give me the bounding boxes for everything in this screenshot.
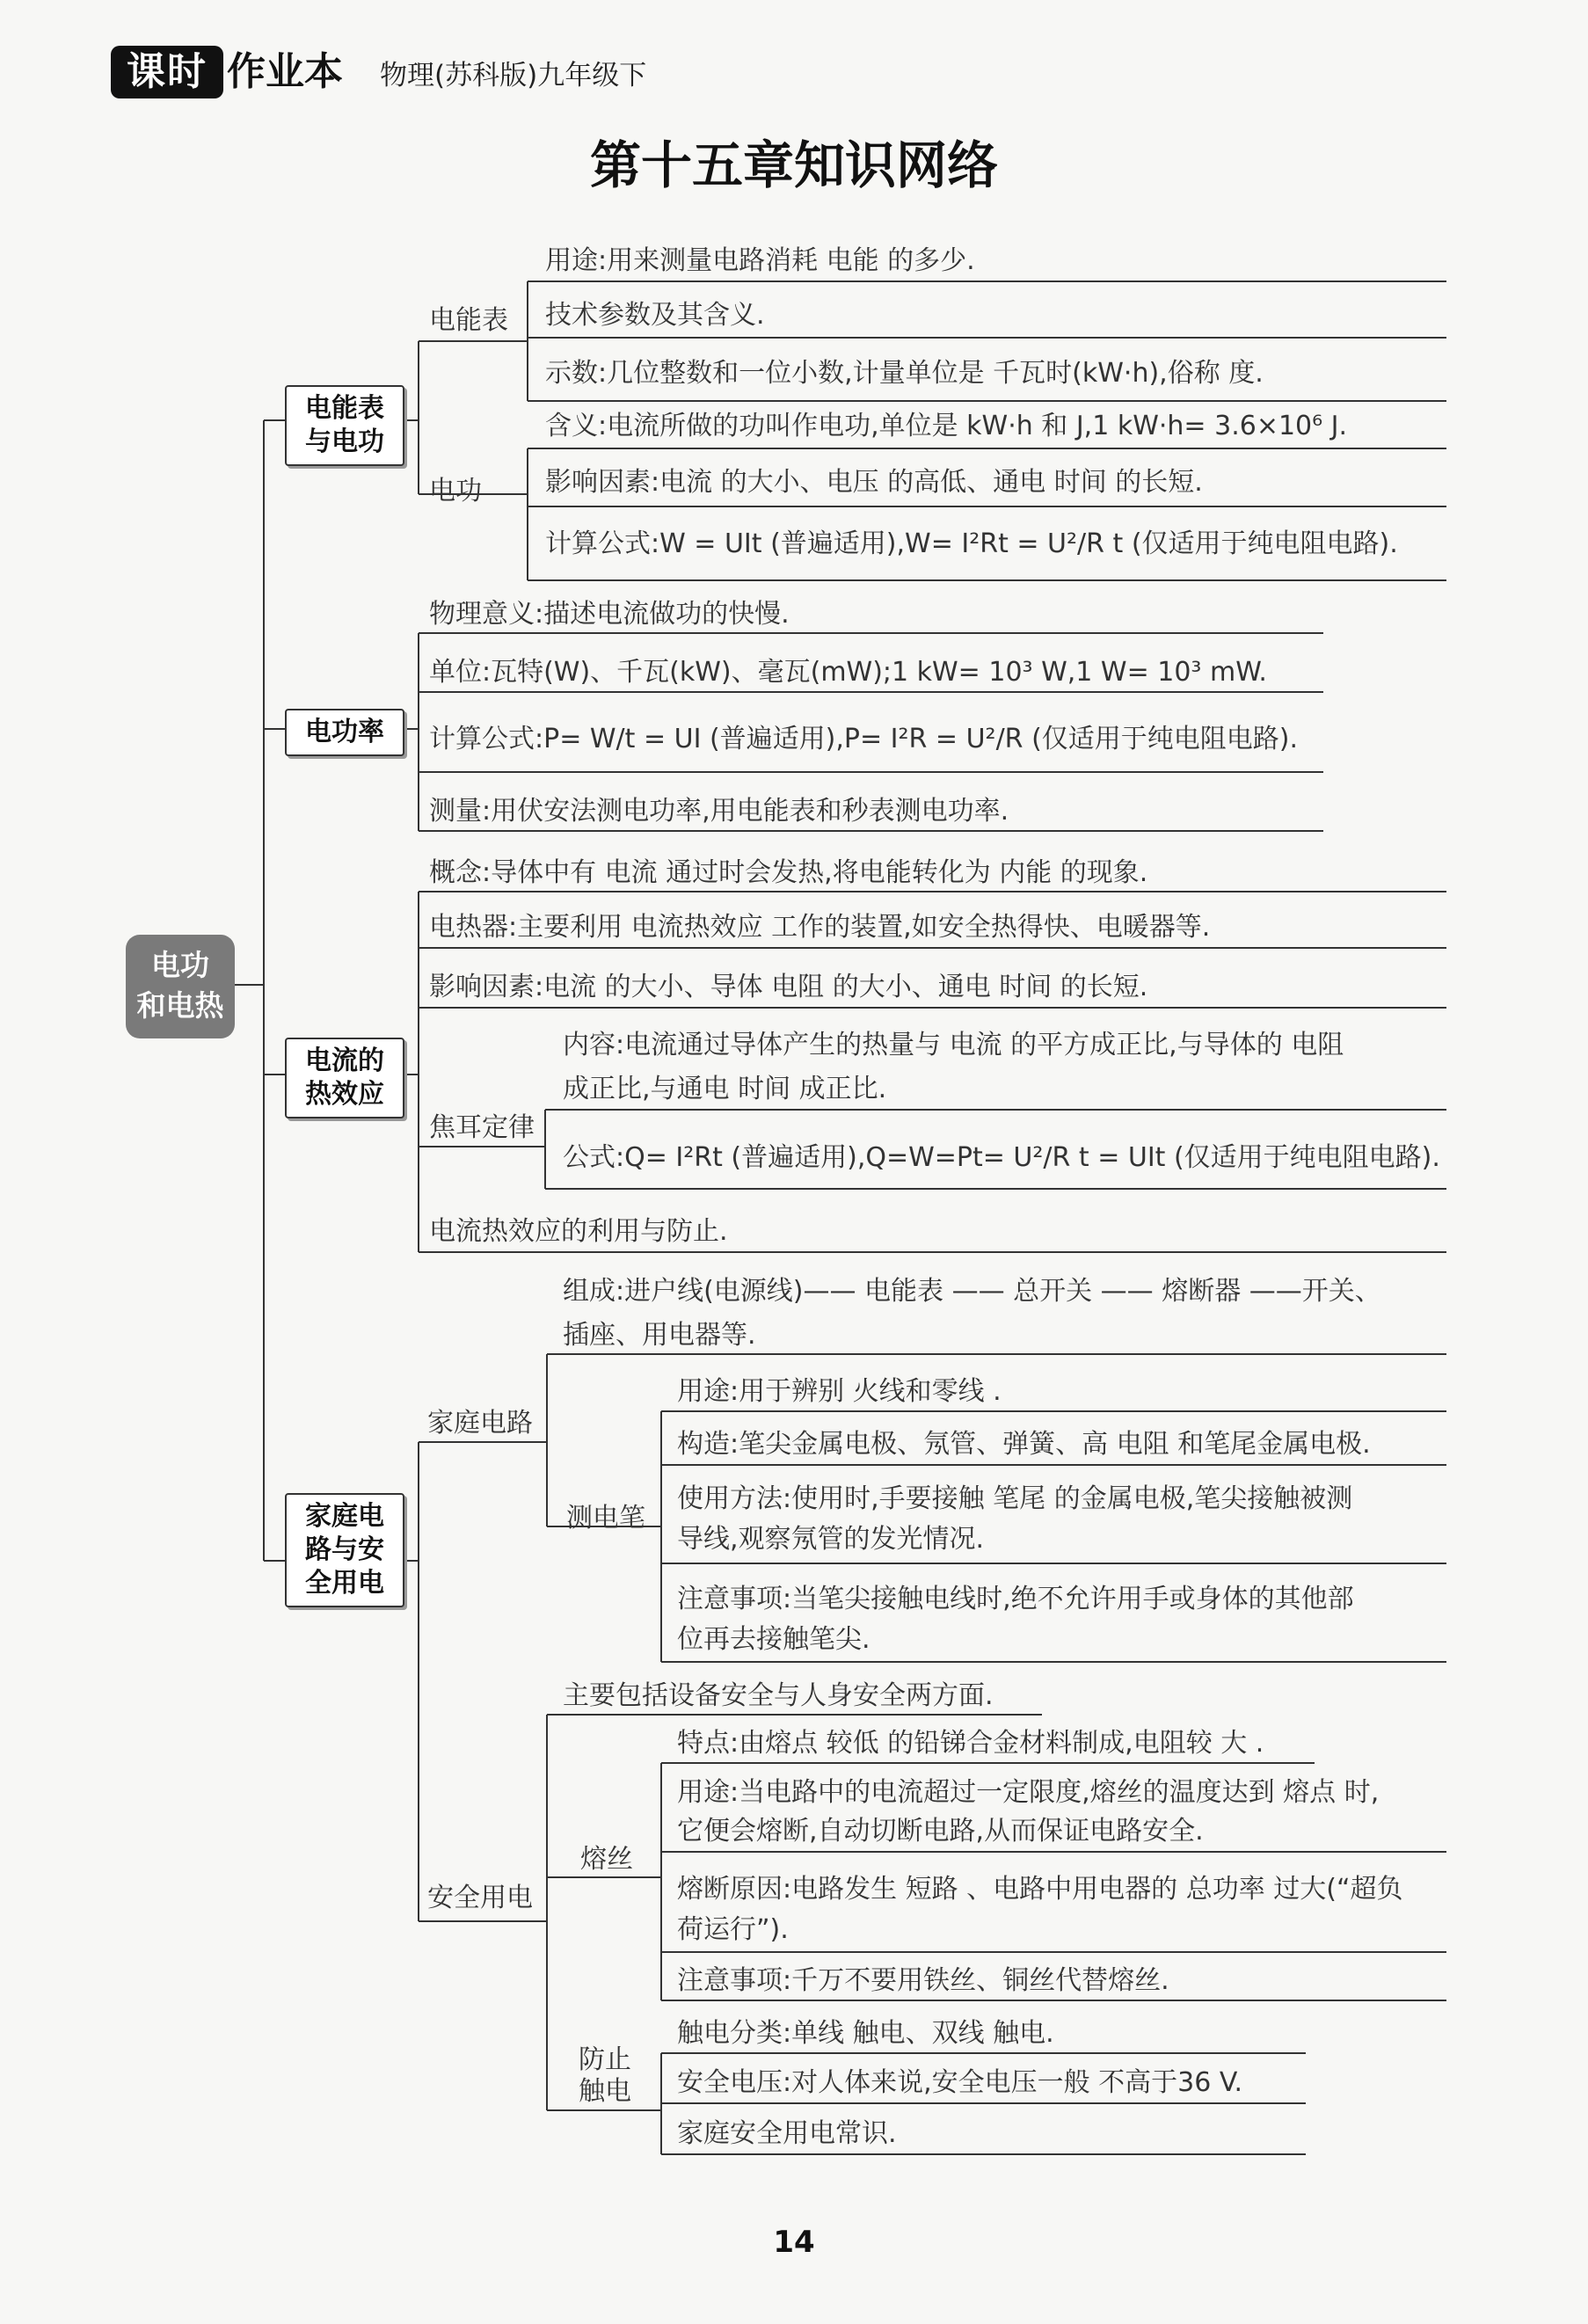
node-fuse: 熔丝 bbox=[580, 1844, 633, 1875]
work-item: 影响因素:电流 的大小、电压 的高低、通电 时间 的长短. bbox=[545, 467, 1203, 498]
fuse-item: 熔断原因:电路发生 短路 、电路中用电器的 总功率 过大(“超负 bbox=[677, 1874, 1403, 1905]
node-meter: 电能表 bbox=[429, 305, 508, 336]
power-item: 单位:瓦特(W)、千瓦(kW)、毫瓦(mW);1 kW= 10³ W,1 W= 10³ mW. bbox=[429, 657, 1267, 688]
fuse-item: 用途:当电路中的电流超过一定限度,熔丝的温度达到 熔点 时, bbox=[677, 1777, 1380, 1808]
branch-power: 电功率 bbox=[285, 709, 404, 756]
node-work: 电功 bbox=[429, 476, 482, 506]
logo: 课时 bbox=[111, 46, 223, 98]
node-prevent-shock: 触电 bbox=[579, 2076, 631, 2107]
branch-label-line: 电能表 bbox=[305, 393, 384, 424]
branch-label-line: 热效应 bbox=[305, 1079, 384, 1110]
shock-item: 家庭安全用电常识. bbox=[677, 2118, 897, 2149]
page-title: 第十五章知识网络 bbox=[589, 135, 998, 195]
home-composition: 组成:进户线(电源线)—— 电能表 —— 总开关 —— 熔断器 ——开关、 bbox=[563, 1276, 1381, 1307]
pen-item: 用途:用于辨别 火线和零线 . bbox=[677, 1376, 1002, 1407]
pen-item: 使用方法:使用时,手要接触 笔尾 的金属电极,笔尖接触被测 bbox=[677, 1483, 1353, 1514]
joule-formula: 公式:Q= I²Rt (普遍适用),Q=W=Pt= U²/R t = UIt (仅适用于纯电阻电路). bbox=[563, 1142, 1440, 1173]
brand-name: 作业本 bbox=[227, 49, 343, 94]
root-node bbox=[126, 935, 235, 1038]
pen-item: 注意事项:当笔尖接触电线时,绝不允许用手或身体的其他部 bbox=[677, 1584, 1354, 1614]
branch-heat-effect bbox=[285, 1038, 404, 1118]
work-item: 含义:电流所做的功叫作电功,单位是 kW·h 和 J,1 kW·h= 3.6×10⁶ J. bbox=[545, 411, 1348, 441]
branch-home-circuit-safety bbox=[285, 1493, 404, 1607]
meter-item: 技术参数及其含义. bbox=[545, 300, 765, 331]
page-number: 14 bbox=[773, 2225, 815, 2260]
joule-content: 成正比,与通电 时间 成正比. bbox=[563, 1074, 887, 1104]
branch-meter-and-work bbox=[285, 385, 404, 466]
pen-item: 构造:笔尖金属电极、氖管、弹簧、高 电阻 和笔尾金属电极. bbox=[677, 1429, 1371, 1460]
branch-label-line: 与电功 bbox=[305, 426, 384, 457]
power-item: 计算公式:P= W/t = UI (普遍适用),P= I²R = U²/R (仅适用于纯电阻电路). bbox=[429, 724, 1299, 754]
work-item: 计算公式:W = UIt (普遍适用),W= I²Rt = U²/R t (仅适用于纯电阻电路). bbox=[545, 528, 1398, 559]
pen-item: 位再去接触笔尖. bbox=[677, 1624, 870, 1655]
branch-label-line: 路与安 bbox=[305, 1534, 384, 1565]
branch-label-line: 家庭电 bbox=[305, 1501, 384, 1532]
power-item: 测量:用伏安法测电功率,用电能表和秒表测电功率. bbox=[429, 796, 1009, 827]
root-line2: 和电热 bbox=[136, 988, 224, 1023]
branch-label-line: 电流的 bbox=[305, 1045, 384, 1076]
heat-item: 电流热效应的利用与防止. bbox=[429, 1216, 728, 1247]
heat-item: 影响因素:电流 的大小、导体 电阻 的大小、通电 时间 的长短. bbox=[429, 972, 1148, 1002]
meter-item: 用途:用来测量电路消耗 电能 的多少. bbox=[545, 245, 975, 276]
shock-item: 安全电压:对人体来说,安全电压一般 不高于36 V. bbox=[677, 2067, 1243, 2098]
fuse-item: 特点:由熔点 较低 的铅锑合金材料制成,电阻较 大 . bbox=[677, 1728, 1264, 1759]
node-prevent-shock: 防止 bbox=[579, 2044, 631, 2075]
fuse-item: 注意事项:千万不要用铁丝、铜丝代替熔丝. bbox=[677, 1965, 1169, 1996]
root-line1: 电功 bbox=[151, 948, 209, 982]
pen-item: 导线,观察氖管的发光情况. bbox=[677, 1524, 985, 1555]
branch-label-line: 全用电 bbox=[305, 1568, 384, 1599]
heat-item: 电热器:主要利用 电流热效应 工作的装置,如安全热得快、电暖器等. bbox=[429, 912, 1211, 943]
node-test-pen: 测电笔 bbox=[566, 1503, 645, 1534]
joule-content: 内容:电流通过导体产生的热量与 电流 的平方成正比,与导体的 电阻 bbox=[563, 1030, 1344, 1060]
safety-intro: 主要包括设备安全与人身安全两方面. bbox=[563, 1680, 994, 1711]
subject-label: 物理(苏科版)九年级下 bbox=[380, 60, 647, 91]
home-composition: 插座、用电器等. bbox=[563, 1320, 756, 1351]
fuse-item: 荷运行”). bbox=[677, 1914, 789, 1945]
fuse-item: 它便会熔断,自动切断电路,从而保证电路安全. bbox=[677, 1816, 1204, 1847]
meter-item: 示数:几位整数和一位小数,计量单位是 千瓦时(kW·h),俗称 度. bbox=[545, 358, 1264, 389]
power-item: 物理意义:描述电流做功的快慢. bbox=[429, 599, 790, 630]
node-home-circuit: 家庭电路 bbox=[427, 1408, 533, 1439]
node-joule-law: 焦耳定律 bbox=[429, 1112, 535, 1143]
node-safe-electricity: 安全用电 bbox=[427, 1883, 533, 1913]
shock-item: 触电分类:单线 触电、双线 触电. bbox=[677, 2018, 1054, 2049]
heat-item: 概念:导体中有 电流 通过时会发热,将电能转化为 内能 的现象. bbox=[429, 857, 1148, 888]
